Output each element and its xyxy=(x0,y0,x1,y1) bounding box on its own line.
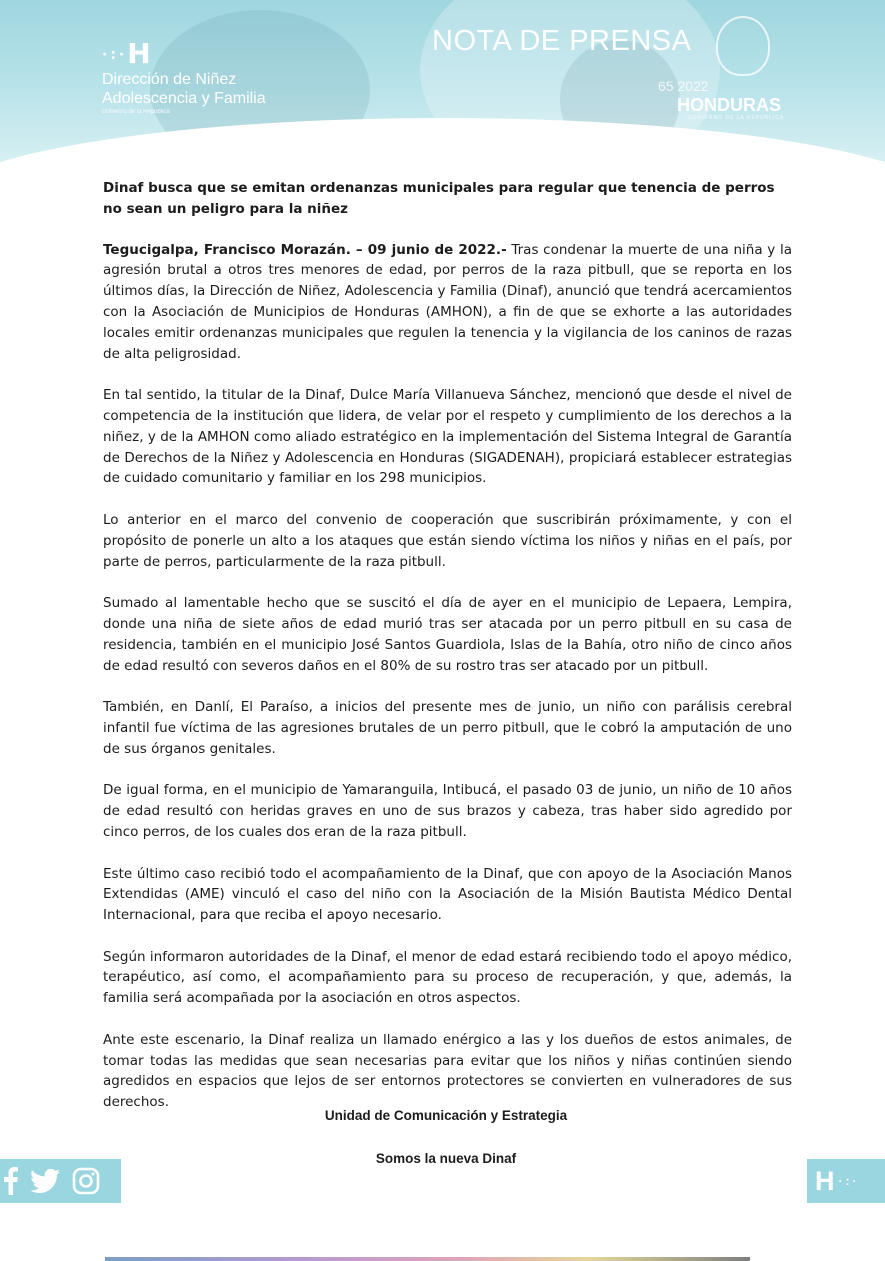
twitter-icon[interactable] xyxy=(30,1169,60,1193)
dateline: Tegucigalpa, Francisco Morazán. – 09 junio de 2022.- xyxy=(103,241,507,258)
paragraph-2: En tal sentido, la titular de la Dinaf, Dulce María Villanueva Sánchez, mencionó que desde el nivel de competencia de la institución que lidera, de velar por el respeto y cumplimiento de los derechos a la niñez, y de la AMHON como aliado estratégico en la implementación del Sistema Integral de Garantía de Derechos de la Niñez y Adolescencia en Honduras (SIGADENAH), propiciará establecer estrategias de cuidado comunitario y familiar en los 298 municipios. xyxy=(103,387,792,487)
paragraph-5: También, en Danlí, El Paraíso, a inicios del presente mes de junio, un niño con parálisis cerebral infantil fue víctima de las agresiones brutales de un perro pitbull, que le cobró la amputación de uno de sus órganos genitales. xyxy=(103,699,792,757)
header-curve xyxy=(0,118,885,165)
article-headline: Dinaf busca que se emitan ordenanzas municipales para regular que tenencia de perros no sean un peligro para la niñez xyxy=(103,180,775,217)
paragraph-4: Sumado al lamentable hecho que se suscitó el día de ayer en el municipio de Lepaera, Lempira, donde una niña de siete años de edad murió tras ser atacada por un perro pitbull en su casa de residencia, también en el municipio José Santos Guardiola, Islas de la Bahía, otro niño de cinco años de edad resultó con severos daños en el 80% de su rostro tras ser atacado por un pitbull. xyxy=(103,595,792,674)
paragraph-1-text: Tras condenar la muerte de una niña y la agresión brutal a otros tres menores de edad, por perros de la raza pitbull, que se reporta en los últimos días, la Dirección de Niñez, Adolescencia y Familia (Dinaf), anunció que tendrá acercamientos con la Asociación de Municipios de Honduras (AMHON), a fin de que se exhorte a las autoridades locales emitir ordenanzas municipales que regulen la tenencia y la vigilancia de los caninos de razas de alta peligrosidad. xyxy=(103,241,792,362)
facebook-icon[interactable] xyxy=(4,1167,18,1195)
paragraph-1 xyxy=(103,240,792,365)
agency-subtitle: Gobierno de la República xyxy=(102,109,170,115)
signature-unit: Unidad de Comunicación y Estrategia xyxy=(324,1108,568,1123)
dinaf-logo xyxy=(102,37,266,115)
honduras-emblem-icon xyxy=(716,16,770,76)
page-title: NOTA DE PRENSA xyxy=(432,25,692,57)
country-subtitle: GOBIERNO DE LA REPÚBLICA xyxy=(688,115,785,121)
footer-color-strip xyxy=(105,1257,750,1261)
emblem-year: 65 2022 xyxy=(658,78,709,94)
press-header xyxy=(0,0,885,165)
country-name: HONDURAS xyxy=(677,95,782,115)
dinaf-h-logo-icon: ·:·H xyxy=(102,37,152,70)
agency-name-line2: Adolescencia y Familia xyxy=(102,90,266,107)
social-links xyxy=(0,1159,121,1203)
dinaf-footer-logo-icon: H ·:· xyxy=(807,1159,885,1203)
paragraph-6: De igual forma, en el municipio de Yamaranguila, Intibucá, el pasado 03 de junio, un niño de 10 años de edad resultó con heridas graves en uno de sus brazos y cabeza, tras haber sido agredido por cinco perros, de los cuales dos eran de la raza pitbull. xyxy=(103,782,792,840)
paragraph-8: Según informaron autoridades de la Dinaf, el menor de edad estará recibiendo todo el apoyo médico, terapéutico, así como, el acompañamiento para su proceso de recuperación, y que, además, la familia será acompañada por la asociación en otros aspectos. xyxy=(103,948,792,1007)
article-body xyxy=(103,178,792,1134)
instagram-icon[interactable] xyxy=(72,1167,100,1195)
signature-slogan: Somos la nueva Dinaf xyxy=(375,1151,517,1166)
paragraph-3: Lo anterior en el marco del convenio de cooperación que suscribirán próximamente, y con el propósito de ponerle un alto a los ataques que están siendo víctima los niños y niñas en el país, por parte de perros, particularmente de la raza pitbull. xyxy=(103,511,792,570)
paragraph-9: Ante este escenario, la Dinaf realiza un llamado enérgico a las y los dueños de estos animales, de tomar todas las medidas que sean necesarias para evitar que los niños y niñas continúen siendo agredidos en espacios que lejos de ser entornos protectores se convierten en vulneradores de sus derechos. xyxy=(103,1031,792,1111)
agency-name-line1: Dirección de Niñez xyxy=(102,71,237,88)
paragraph-7: Este último caso recibió todo el acompañamiento de la Dinaf, que con apoyo de la Asociación Manos Extendidas (AME) vinculó el caso del niño con la Asociación de la Misión Bautista Médico Dental Internacional, para que reciba el apoyo necesario. xyxy=(103,865,792,924)
